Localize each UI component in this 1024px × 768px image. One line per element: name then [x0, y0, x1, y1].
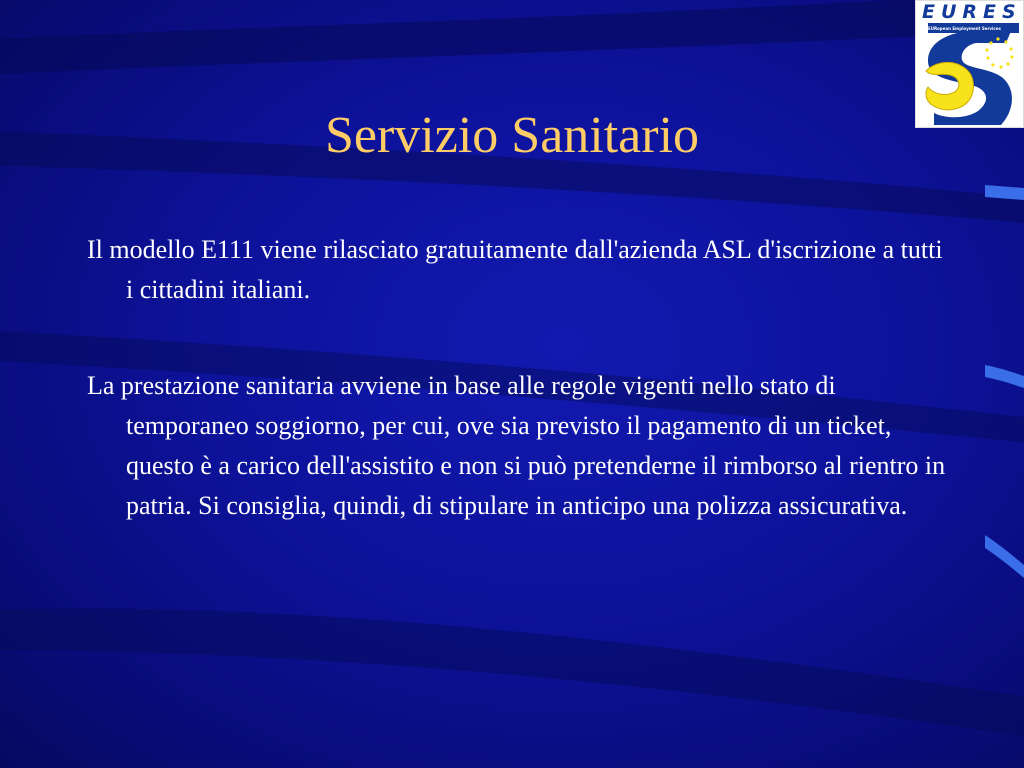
eures-wordmark: EURES — [922, 1, 1022, 23]
eures-tagline: EURopean Employment Services — [928, 26, 1001, 31]
bullet-list — [87, 230, 947, 582]
bullet-item: La prestazione sanitaria avviene in base alle regole vigenti nello stato di temporaneo soggiorno, per cui, ove sia previsto il pagamento di un ticket, questo è a carico dell'assistito e non si può pretenderne il rimborso al rientro in patria. Si consiglia, quindi, di stipulare in anticipo una polizza assicurativa. — [87, 371, 946, 520]
slide-title: Servizio Sanitario — [324, 107, 700, 164]
bullet-item: Il modello E111 viene rilasciato gratuitamente dall'azienda ASL d'iscrizione a tutti i cittadini italiani. — [87, 235, 943, 304]
